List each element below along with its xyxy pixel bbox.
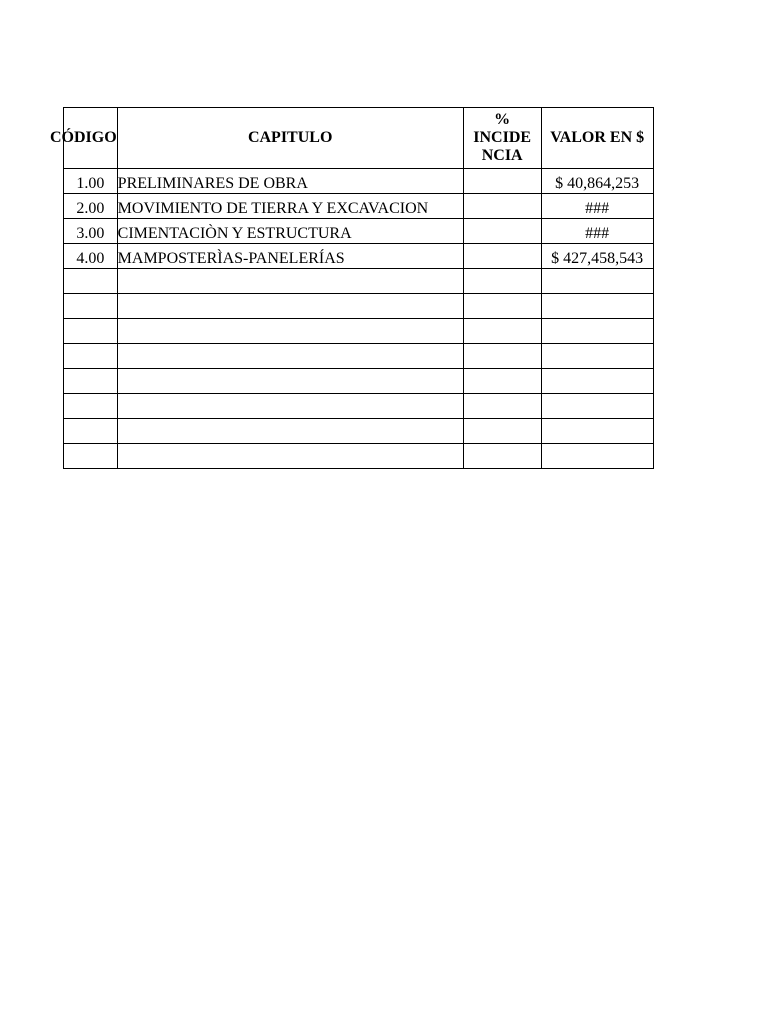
table-row [64, 244, 654, 269]
table-row [64, 194, 654, 219]
cell-chapter[interactable] [117, 194, 463, 219]
cell-code[interactable] [64, 319, 118, 344]
cell-value[interactable] [541, 269, 653, 294]
cell-incidence[interactable] [463, 219, 541, 244]
cell-chapter[interactable] [117, 369, 463, 394]
cell-value[interactable] [541, 369, 653, 394]
cell-code[interactable]: 4.00 [64, 244, 118, 269]
empty-table-row [64, 419, 654, 444]
cell-value[interactable]: $ 40,864,253 [541, 169, 653, 194]
cell-incidence[interactable] [463, 444, 541, 469]
cell-value[interactable]: $ 427,458,543 [541, 244, 653, 269]
cell-value[interactable] [541, 419, 653, 444]
cell-incidence[interactable] [463, 419, 541, 444]
cell-chapter[interactable] [117, 294, 463, 319]
cell-value[interactable] [541, 319, 653, 344]
cell-chapter[interactable] [117, 394, 463, 419]
cell-value[interactable] [541, 444, 653, 469]
cell-code[interactable] [64, 369, 118, 394]
cell-incidence[interactable] [463, 319, 541, 344]
header-code[interactable] [50, 108, 118, 169]
cell-chapter[interactable] [117, 269, 463, 294]
cell-chapter[interactable] [117, 419, 463, 444]
cell-incidence[interactable] [463, 369, 541, 394]
cell-code[interactable] [64, 444, 118, 469]
cell-chapter[interactable] [117, 169, 463, 194]
header-incidence-line1: % [494, 111, 511, 128]
cell-code[interactable] [64, 394, 118, 419]
empty-table-row [64, 444, 654, 469]
cell-incidence[interactable] [463, 294, 541, 319]
header-row [64, 108, 654, 169]
cell-code[interactable]: 3.00 [64, 219, 118, 244]
header-incidence-line2: INCIDE [473, 129, 532, 146]
cell-code[interactable] [64, 294, 118, 319]
table-row [64, 219, 654, 244]
cell-incidence[interactable] [463, 169, 541, 194]
budget-table [50, 107, 654, 469]
cell-chapter[interactable] [117, 244, 463, 269]
cell-incidence[interactable] [463, 194, 541, 219]
cell-incidence[interactable] [463, 344, 541, 369]
cell-code[interactable]: 1.00 [64, 169, 118, 194]
cell-value[interactable] [541, 344, 653, 369]
cell-chapter[interactable] [117, 444, 463, 469]
empty-table-row [64, 344, 654, 369]
cell-chapter-text: MOVIMIENTO DE TIERRA Y EXCAVACION [117, 200, 429, 217]
empty-table-row [64, 294, 654, 319]
cell-chapter[interactable] [117, 344, 463, 369]
cell-value[interactable] [541, 294, 653, 319]
header-incidence[interactable] [463, 108, 541, 169]
cell-chapter[interactable] [117, 219, 463, 244]
header-incidence-line3: NCIA [481, 147, 523, 164]
cell-chapter-text: MAMPOSTERÌAS-PANELERÍAS [117, 250, 345, 267]
cell-incidence[interactable] [463, 244, 541, 269]
cell-code[interactable] [64, 344, 118, 369]
cell-value[interactable]: ### [541, 194, 653, 219]
cell-code[interactable] [64, 269, 118, 294]
cell-value[interactable]: ### [541, 219, 653, 244]
cell-chapter-text: CIMENTACIÒN Y ESTRUCTURA [117, 225, 352, 242]
cell-code[interactable]: 2.00 [64, 194, 118, 219]
empty-table-row [64, 319, 654, 344]
empty-table-row [64, 269, 654, 294]
cell-chapter-text: PRELIMINARES DE OBRA [117, 175, 308, 192]
header-value[interactable]: VALOR EN $ [541, 108, 653, 169]
header-chapter[interactable]: CAPITULO [117, 108, 463, 169]
cell-chapter[interactable] [117, 319, 463, 344]
empty-rows [64, 269, 654, 469]
cell-incidence[interactable] [463, 269, 541, 294]
cell-value[interactable] [541, 394, 653, 419]
empty-table-row [64, 394, 654, 419]
empty-table-row [64, 369, 654, 394]
cell-code[interactable] [64, 419, 118, 444]
header-code-label: CÓDIGO [50, 129, 117, 146]
cell-incidence[interactable] [463, 394, 541, 419]
table-row [64, 169, 654, 194]
